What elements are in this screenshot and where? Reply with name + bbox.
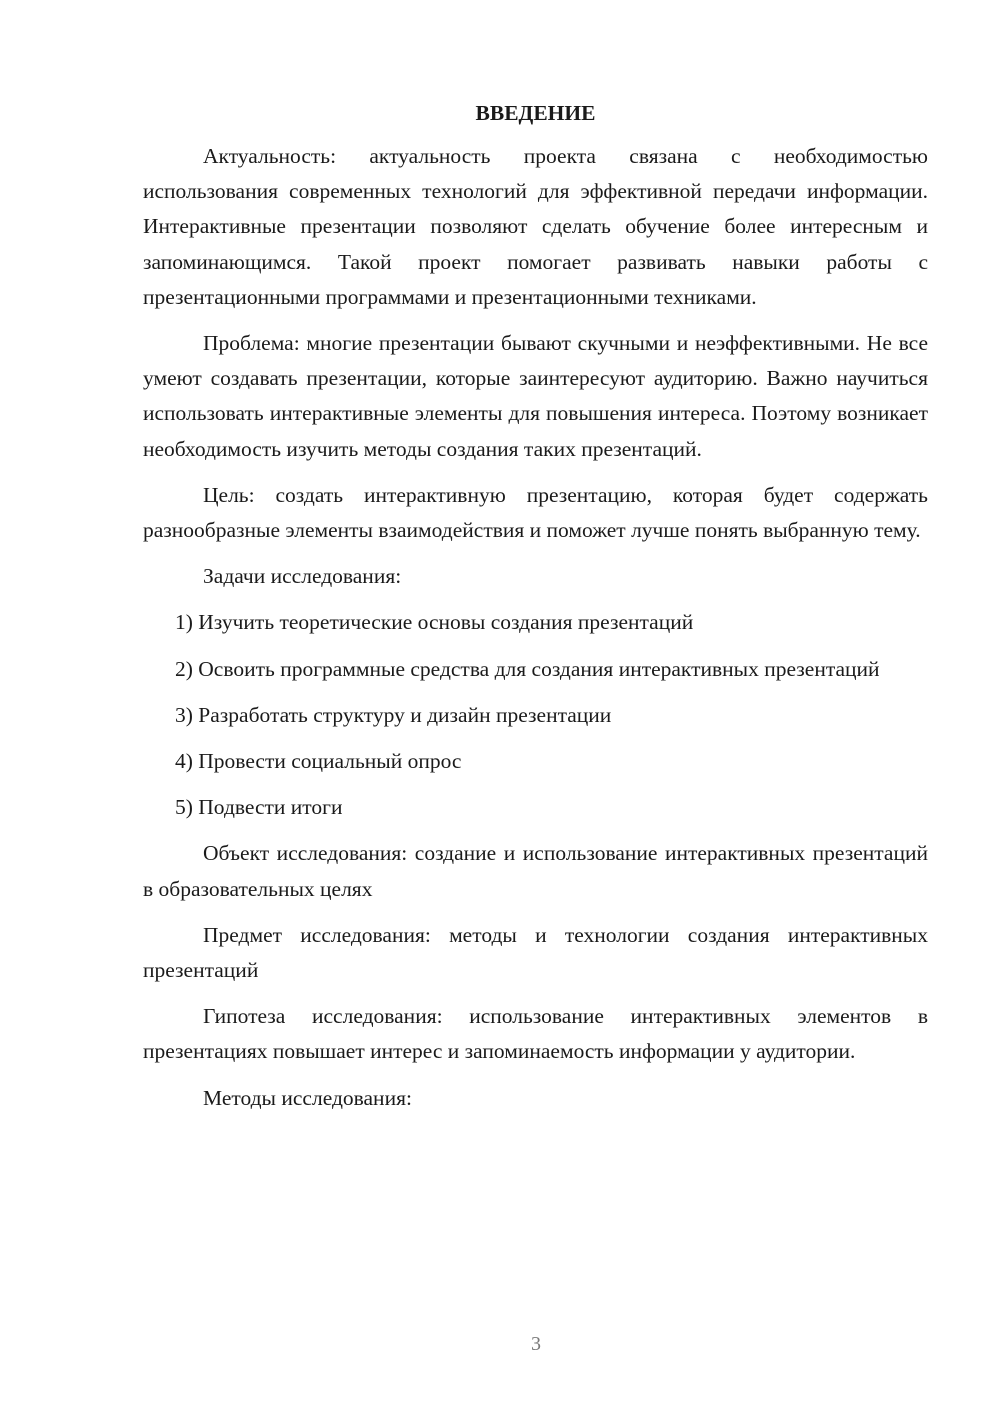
methods-heading: Методы исследования:	[203, 1085, 412, 1110]
task-item: 4) Провести социальный опрос	[175, 749, 462, 774]
goal-paragraph: Цель: создать интерактивную презентацию, которая будет содержать разнообразные элементы взаимодействия и поможет лучше понять выбранную тему.	[143, 482, 928, 543]
hypothesis-paragraph: Гипотеза исследования: использование интерактивных элементов в презентациях повышает интерес и запоминаемость информации у аудитории.	[143, 1004, 928, 1064]
task-item: 3) Разработать структуру и дизайн презентации	[175, 702, 612, 727]
page-title: ВВЕДЕНИЕ	[475, 101, 596, 125]
relevance-paragraph: Актуальность: актуальность проекта связана с необходимостью использования современных технологий для эффективной передачи информации. Интерактивные презентации позволяют сделать обучение более интересным и запоминающимся. Такой проект помогает развивать навыки работы с презентационными программами и презентационными техниками.	[143, 144, 928, 309]
problem-paragraph: Проблема: многие презентации бывают скучными и неэффективными. Не все умеют создавать презентации, которые заинтересуют аудиторию. Важно научиться использовать интерактивные элементы для повышения интереса. Поэтому возникает необходимость изучить методы создания таких презентаций.	[143, 331, 928, 461]
task-item: 5) Подвести итоги	[175, 795, 343, 820]
subject-paragraph: Предмет исследования: методы и технологии создания интерактивных презентаций	[143, 922, 928, 983]
object-paragraph: Объект исследования: создание и использование интерактивных презентаций в образовательных целях	[143, 841, 928, 901]
task-item: 1) Изучить теоретические основы создания презентаций	[175, 610, 694, 635]
page-content	[143, 96, 928, 1127]
page-number: 3	[531, 1333, 541, 1355]
task-item: 2) Освоить программные средства для создания интерактивных презентаций	[175, 656, 880, 681]
tasks-heading: Задачи исследования:	[203, 564, 402, 589]
